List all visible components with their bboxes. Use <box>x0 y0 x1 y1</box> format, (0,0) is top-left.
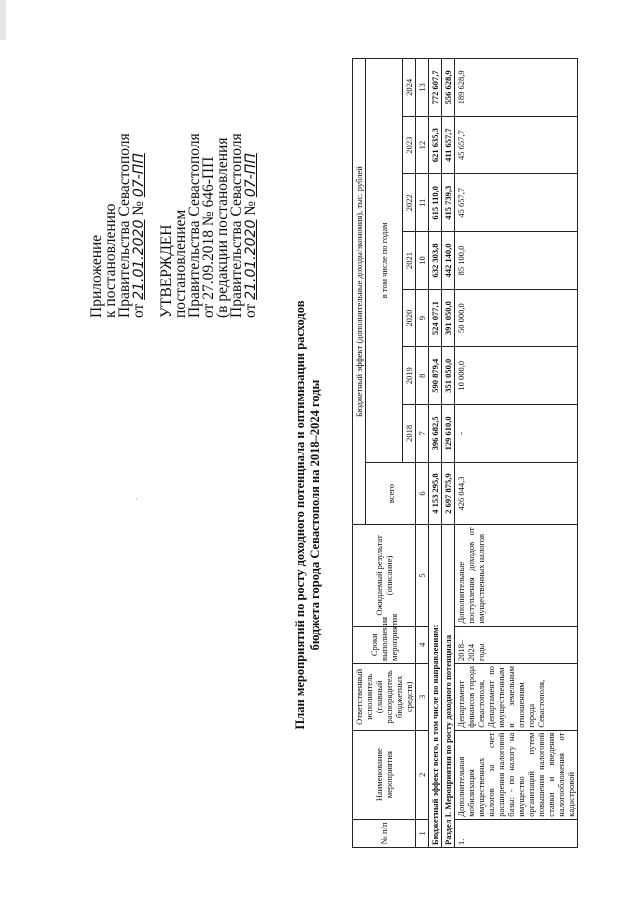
government-label-2: Правительства Севастополя <box>186 133 203 318</box>
section-cell: 442 140,0 <box>442 232 455 290</box>
approved-label: УТВЕРЖДЕН <box>158 224 175 318</box>
measure-value: 10 000,0 <box>455 347 578 405</box>
column-number: 5 <box>416 525 429 626</box>
measure-row-1 <box>455 59 578 848</box>
measure-value: 45 657,7 <box>455 174 578 232</box>
section-cell: 415 739,3 <box>442 174 455 232</box>
column-number: 13 <box>416 59 429 117</box>
approval-block <box>90 18 258 318</box>
measure-value: 426 044,3 <box>455 462 578 525</box>
total-cell: 632 303,8 <box>429 232 442 290</box>
section-cell: 411 657,7 <box>442 116 455 174</box>
number-prefix: № <box>130 200 147 216</box>
measure-executor: Департамент финансов города Севастополя, Департамент по имущественным и земельным отношениям города Севастополя, <box>455 663 578 730</box>
number-prefix-2: № <box>242 200 259 216</box>
resolution-date-2: 21.01.2020 <box>243 219 259 300</box>
header-year: 2023 <box>403 116 416 174</box>
government-label: Правительства Севастополя <box>116 133 133 318</box>
resolution-number-2: 07-ПП <box>243 153 259 198</box>
section-cell: 351 050,0 <box>442 347 455 405</box>
resolution-ref-2 <box>244 18 258 318</box>
column-number: 1 <box>416 819 429 847</box>
header-name: Наименование мероприятия <box>353 730 416 819</box>
section-cell: 556 628,9 <box>442 59 455 117</box>
header-year: 2018 <box>403 405 416 463</box>
original-resolution: от 27.09.2018 № 646-ПП <box>200 156 217 318</box>
measure-name: Дополнительная мобилизация имущественных налогов за счет расширения налоговой базы: - по налогу на имущество организаций путем повышения налоговой ставки и введения налогообложения от кадастровой <box>455 730 578 819</box>
total-row-label: Бюджетный эффект всего, в том числе по направлениям: <box>429 525 442 848</box>
from-prefix-2: от <box>242 303 259 318</box>
total-cell: 772 607,7 <box>429 59 442 117</box>
measure-value: - <box>455 405 578 463</box>
header-result: Ожидаемый результат (описание) <box>353 525 416 626</box>
section-cell: 391 050,0 <box>442 289 455 347</box>
column-number: 8 <box>416 347 429 405</box>
title-line-1: План мероприятий по росту доходного потенциала и оптимизации расходов <box>293 300 307 730</box>
page-edge-shadow <box>0 0 6 40</box>
column-number: 9 <box>416 289 429 347</box>
edition-label: (в редакции постановления <box>214 137 231 318</box>
government-label-3: Правительства Севастополя <box>228 133 245 318</box>
header-term: Сроки выполнения мероприятия <box>353 626 416 663</box>
header-num: № п/п <box>353 819 416 847</box>
measures-table-wrapper <box>352 58 578 848</box>
header-year: 2019 <box>403 347 416 405</box>
measure-value: 85 100,0 <box>455 232 578 290</box>
header-year: 2024 <box>403 59 416 117</box>
measures-table <box>352 58 578 848</box>
header-effect: Бюджетный эффект (дополнительные доходы/экономия), тыс. рублей <box>353 59 366 525</box>
header-by-years: в том числе по годам <box>366 59 403 463</box>
column-number: 10 <box>416 232 429 290</box>
section-cell: 129 610,0 <box>442 405 455 463</box>
measure-value: 45 657,7 <box>455 116 578 174</box>
column-number: 11 <box>416 174 429 232</box>
resolution-date-1: 21.01.2020 <box>131 219 147 300</box>
document-title <box>293 230 323 800</box>
column-number: 4 <box>416 626 429 663</box>
total-cell: 590 879,4 <box>429 347 442 405</box>
column-number: 12 <box>416 116 429 174</box>
total-cell: 4 153 295,8 <box>429 462 442 525</box>
column-number: 7 <box>416 405 429 463</box>
header-executor: Ответственный исполнитель (главный распорядитель бюджетных средств) <box>353 663 416 730</box>
scan-speck: · <box>135 495 138 504</box>
from-prefix: от <box>130 303 147 318</box>
title-line-2: бюджета города Севастополя на 2018–2024 годы <box>308 379 322 651</box>
to-resolution-label: к постановлению <box>102 203 119 318</box>
section-row <box>442 59 455 848</box>
total-cell: 615 110,0 <box>429 174 442 232</box>
column-number: 3 <box>416 663 429 730</box>
header-year: 2022 <box>403 174 416 232</box>
total-cell: 396 682,5 <box>429 405 442 463</box>
total-cell: 524 077,1 <box>429 289 442 347</box>
column-number: 6 <box>416 462 429 525</box>
measure-term: 2018–2024 годы <box>455 626 578 663</box>
header-year: 2020 <box>403 289 416 347</box>
total-cell: 621 635,3 <box>429 116 442 174</box>
column-number-row <box>416 59 429 848</box>
measure-result: Дополнительные поступления доходов от имущественных налогов <box>455 525 578 626</box>
total-row <box>429 59 442 848</box>
resolution-ref-1 <box>132 18 146 318</box>
section-cell: 2 697 875,9 <box>442 462 455 525</box>
row-number: 1. <box>455 819 578 847</box>
header-year: 2021 <box>403 232 416 290</box>
measure-value: 189 628,9 <box>455 59 578 117</box>
resolution-number-1: 07-ПП <box>131 153 147 198</box>
section-row-label: Раздел I. Мероприятия по росту доходного потенциала <box>442 525 455 848</box>
measure-value: 50 000,0 <box>455 289 578 347</box>
column-number: 2 <box>416 730 429 819</box>
appendix-label: Приложение <box>88 234 105 318</box>
header-total: всего <box>366 462 416 525</box>
resolution-label: постановлением <box>172 209 189 318</box>
